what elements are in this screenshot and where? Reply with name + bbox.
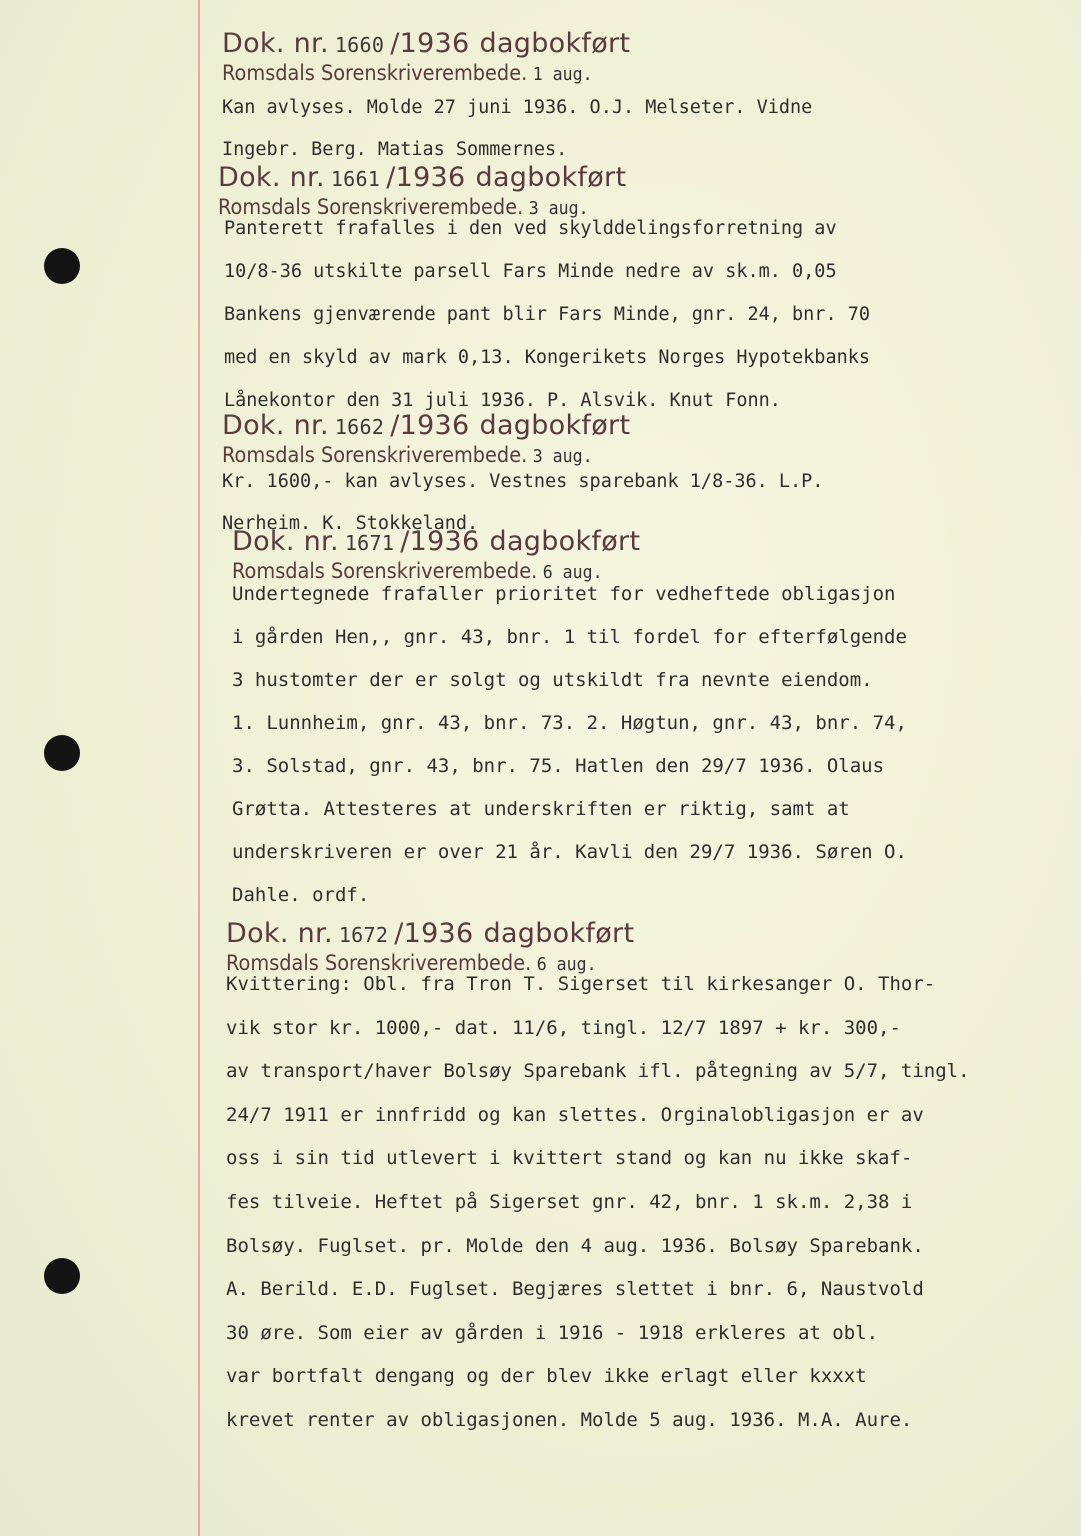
text-line: var bortfalt dengang og der blev ikke erlagt eller kxxxt (226, 1365, 867, 1388)
punch-hole (44, 1258, 80, 1294)
stamp-prefix: Dok. nr. (226, 918, 333, 949)
office-name: Romsdals Sorenskriverembede. (222, 443, 528, 467)
text-line: 3. Solstad, gnr. 43, bnr. 75. Hatlen den 29/7 1936. Olaus (232, 755, 885, 777)
stamp-office (226, 951, 990, 977)
entry-1672 (226, 918, 1056, 1443)
entry-text (232, 573, 1062, 917)
text-line: krevet renter av obligasjonen. Molde 5 aug. 1936. M.A. Aure. (226, 1408, 913, 1431)
stamp-year: /1936 (394, 918, 474, 949)
office-name: Romsdals Sorenskriverembede. (226, 951, 532, 975)
stamp-year: /1936 (390, 28, 470, 59)
text-line: Bolsøy. Fuglset. pr. Molde den 4 aug. 1936. Bolsøy Sparebank. (226, 1234, 924, 1257)
stamp-header (232, 526, 1062, 559)
text-line: Ingebr. Berg. Matias Sommernes. (222, 139, 568, 160)
document-number: 1662 (334, 415, 385, 439)
stamp-year: /1936 (400, 526, 480, 557)
punch-hole (44, 735, 80, 771)
text-line: med en skyld av mark 0,13. Kongerikets Norges Hypotekbanks (224, 347, 871, 368)
text-line: i gården Hen,, gnr. 43, bnr. 1 til fordel for efterfølgende (232, 626, 907, 648)
text-line: Nerheim. K. Stokkeland. (222, 513, 479, 534)
text-line: Lånekontor den 31 juli 1936. P. Alsvik. Knut Fonn. (224, 390, 781, 411)
entry-date: 3 aug. (528, 198, 589, 219)
office-name: Romsdals Sorenskriverembede. (232, 559, 538, 583)
stamp-suffix: dagbokført (479, 28, 631, 59)
margin-rule (198, 0, 200, 1536)
entry-1671 (232, 526, 1062, 917)
document-number: 1661 (330, 167, 381, 191)
stamp-header (226, 918, 1056, 951)
text-line: Kr. 1600,- kan avlyses. Vestnes sparebank 1/8-36. L.P. (222, 471, 824, 492)
text-line: A. Berild. E.D. Fuglset. Begjæres slettet i bnr. 6, Naustvold (226, 1278, 924, 1301)
entry-1661 (218, 162, 1048, 422)
stamp-prefix: Dok. nr. (218, 162, 325, 193)
stamp-office (232, 559, 996, 585)
text-line: 3 hustomter der er solgt og utskildt fra nevnte eiendom. (232, 669, 873, 691)
stamp-prefix: Dok. nr. (222, 410, 329, 441)
text-line: Kan avlyses. Molde 27 juni 1936. O.J. Melseter. Vidne (222, 97, 813, 118)
punch-hole (44, 248, 80, 284)
entry-1660 (222, 28, 1052, 171)
text-line: Dahle. ordf. (232, 884, 370, 906)
stamp-office (222, 443, 986, 469)
entry-text (226, 963, 1056, 1443)
stamp-office (222, 61, 986, 87)
stamp-suffix: dagbokført (475, 162, 627, 193)
stamp-header (222, 28, 1052, 61)
text-line: av transport/haver Bolsøy Sparebank ifl. påtegning av 5/7, tingl. (226, 1060, 970, 1083)
text-line: underskriveren er over 21 år. Kavli den 29/7 1936. Søren O. (232, 841, 907, 863)
stamp-year: /1936 (390, 410, 470, 441)
entry-date: 3 aug. (532, 446, 593, 467)
text-line: Grøtta. Attesteres at underskriften er riktig, samt at (232, 798, 850, 820)
text-line: oss i sin tid utlevert i kvittert stand og kan nu ikke skaf- (226, 1147, 913, 1170)
stamp-suffix: dagbokført (483, 918, 635, 949)
text-line: vik stor kr. 1000,- dat. 11/6, tingl. 12/7 1897 + kr. 300,- (226, 1016, 901, 1039)
entry-text (222, 87, 1052, 171)
entry-text (218, 207, 1048, 422)
stamp-prefix: Dok. nr. (232, 526, 339, 557)
text-line: 24/7 1911 er innfridd og kan slettes. Orginalobligasjon er av (226, 1103, 924, 1126)
text-line: Bankens gjenværende pant blir Fars Minde, gnr. 24, bnr. 70 (224, 304, 871, 325)
text-line: Panterett frafalles i den ved skylddelingsforretning av (224, 218, 837, 239)
text-line: 1. Lunnheim, gnr. 43, bnr. 73. 2. Høgtun, gnr. 43, bnr. 74, (232, 712, 907, 734)
entry-1662 (222, 410, 1052, 545)
office-name: Romsdals Sorenskriverembede. (222, 61, 528, 85)
stamp-year: /1936 (386, 162, 466, 193)
text-line: Undertegnede frafaller prioritet for vedheftede obligasjon (232, 583, 896, 605)
office-name: Romsdals Sorenskriverembede. (218, 195, 524, 219)
document-number: 1672 (338, 923, 389, 947)
text-line: fes tilveie. Heftet på Sigerset gnr. 42, bnr. 1 sk.m. 2,38 i (226, 1190, 913, 1213)
text-line: Kvittering: Obl. fra Tron T. Sigerset til kirkesanger O. Thor- (226, 973, 936, 995)
text-line: 30 øre. Som eier av gården i 1916 - 1918 erkleres at obl. (226, 1321, 879, 1344)
stamp-suffix: dagbokført (489, 526, 641, 557)
document-number: 1660 (334, 33, 385, 57)
entry-date: 1 aug. (532, 64, 593, 85)
stamp-header (222, 410, 1052, 443)
stamp-office (218, 195, 982, 221)
document-number: 1671 (344, 531, 395, 555)
stamp-prefix: Dok. nr. (222, 28, 329, 59)
entry-date: 6 aug. (542, 562, 603, 583)
stamp-header (218, 162, 1048, 195)
entry-date: 6 aug. (536, 954, 597, 975)
stamp-suffix: dagbokført (479, 410, 631, 441)
text-line: 10/8-36 utskilte parsell Fars Minde nedre av sk.m. 0,05 (224, 261, 837, 282)
